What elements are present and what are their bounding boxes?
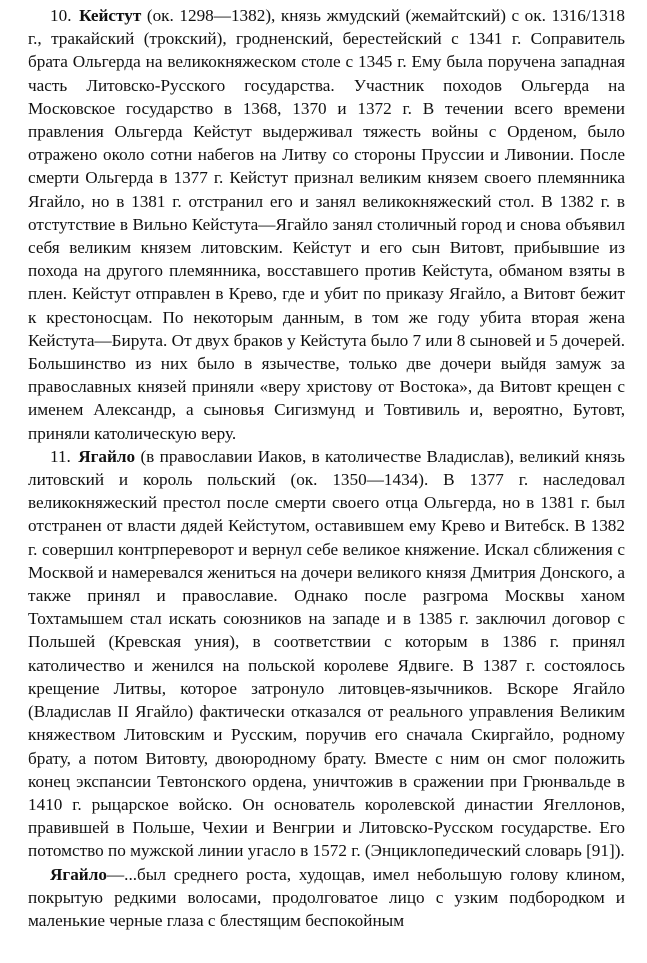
entry-name: Кейстут — [79, 6, 142, 25]
quote-paragraph — [28, 863, 625, 933]
entry-text: (в православии Иаков, в католичестве Владислав), великий князь литовский и король польский (ок. 1350—1434). В 1377 г. наследовал великокняжеский престол после смерти своего отца Ольгерда, но в 1381 г. был отстранен от власти дядей Кейстутом, оставившем ему Крево и Витебск. В 1382 г. совершил контрпереворот и вернул себе великое княжение. Искал сближения с Москвой и намеревался жениться на дочери великого князя Дмитрия Донского, а также принял и православие. Однако после разгрома Москвы ханом Тохтамышем стал искать союзников на западе и в 1385 г. заключил договор с Польшей (Кревская уния), в соответствии с которым в 1386 г. принял католичество и женился на польской королеве Ядвиге. В 1387 г. состоялось крещение Литвы, которое затронуло литовцев-язычников. Вскоре Ягайло (Владислав II Ягайло) фактически отказался от реального управления Великим княжеством Литовским и Русским, поручив его сначала Скиргайло, родному брату, а потом Витовту, двоюродному брату. Вместе с ним он смог положить конец экспансии Тевтонского ордена, уничтожив в сражении при Грюнвальде в 1410 г. рыцарское войско. Он основатель королевской династии Ягеллонов, правившей в Польше, Чехии и Венгрии и Литовско-Русском государстве. Его потомство по мужской линии угасло в 1572 г. (Энциклопедический словарь [91]). — [28, 446, 626, 861]
entry-number: 11. — [50, 446, 71, 466]
entry-number: 10. — [50, 6, 72, 25]
quote-name: Ягайло — [50, 864, 107, 884]
quote-text: —...был среднего роста, худощав, имел небольшую голову клином, покрытую редкими волосами, продолговатое лицо с узким подбородком и маленькие черные глаза с блестящим беспокойным — [28, 864, 625, 930]
entry-jagiello — [28, 445, 625, 863]
entry-name: Ягайло — [78, 446, 136, 466]
entry-text: (ок. 1298—1382), князь жмудский (жемайтский) с ок. 1316/1318 г., тракайский (трокский), гродненский, берестейский с 1341 г. Соправитель брата Ольгерда на великокняжеском столе с 1345 г. Ему была поручена западная часть Литовско-Русского государства. Участник походов Ольгерда на Московское государство в 1368, 1370 и 1372 г. В течении всего времени правления Ольгерда Кейстут выдерживал тяжесть войны с Орденом, было отражено около сотни набегов на Литву со стороны Пруссии и Ливонии. После смерти Ольгерда в 1377 г. Кейстут признал великим князем своего племянника Ягайло, но в 1381 г. отстранил его и занял великокняжеский стол. В 1382 г. в отстутствие в Вильно Кейстута—Ягайло занял столичный город и снова объявил себя великим князем литовским. Кейстут и его сын Витовт, прибывшие из похода на другого племянника, восставшего против Кейстута, обманом взяты в плен. Кейстут отправлен в Крево, где и убит по приказу Ягайло, а Витовт бежит к крестоносцам. По некоторым данным, в том же году убита вторая жена Кейстута—Бирута. От двух браков у Кейстута было 7 или 8 сыновей и 5 дочерей. Большинство из них было в язычестве, только две дочери выйдя замуж за православных князей приняли «веру христову от Востока», да Витовт крещен с именем Александр, а сыновья Сигизмунд и Товтивиль и, вероятно, Бутовт, приняли католическую веру. — [28, 6, 626, 443]
entry-keistut — [28, 4, 625, 445]
